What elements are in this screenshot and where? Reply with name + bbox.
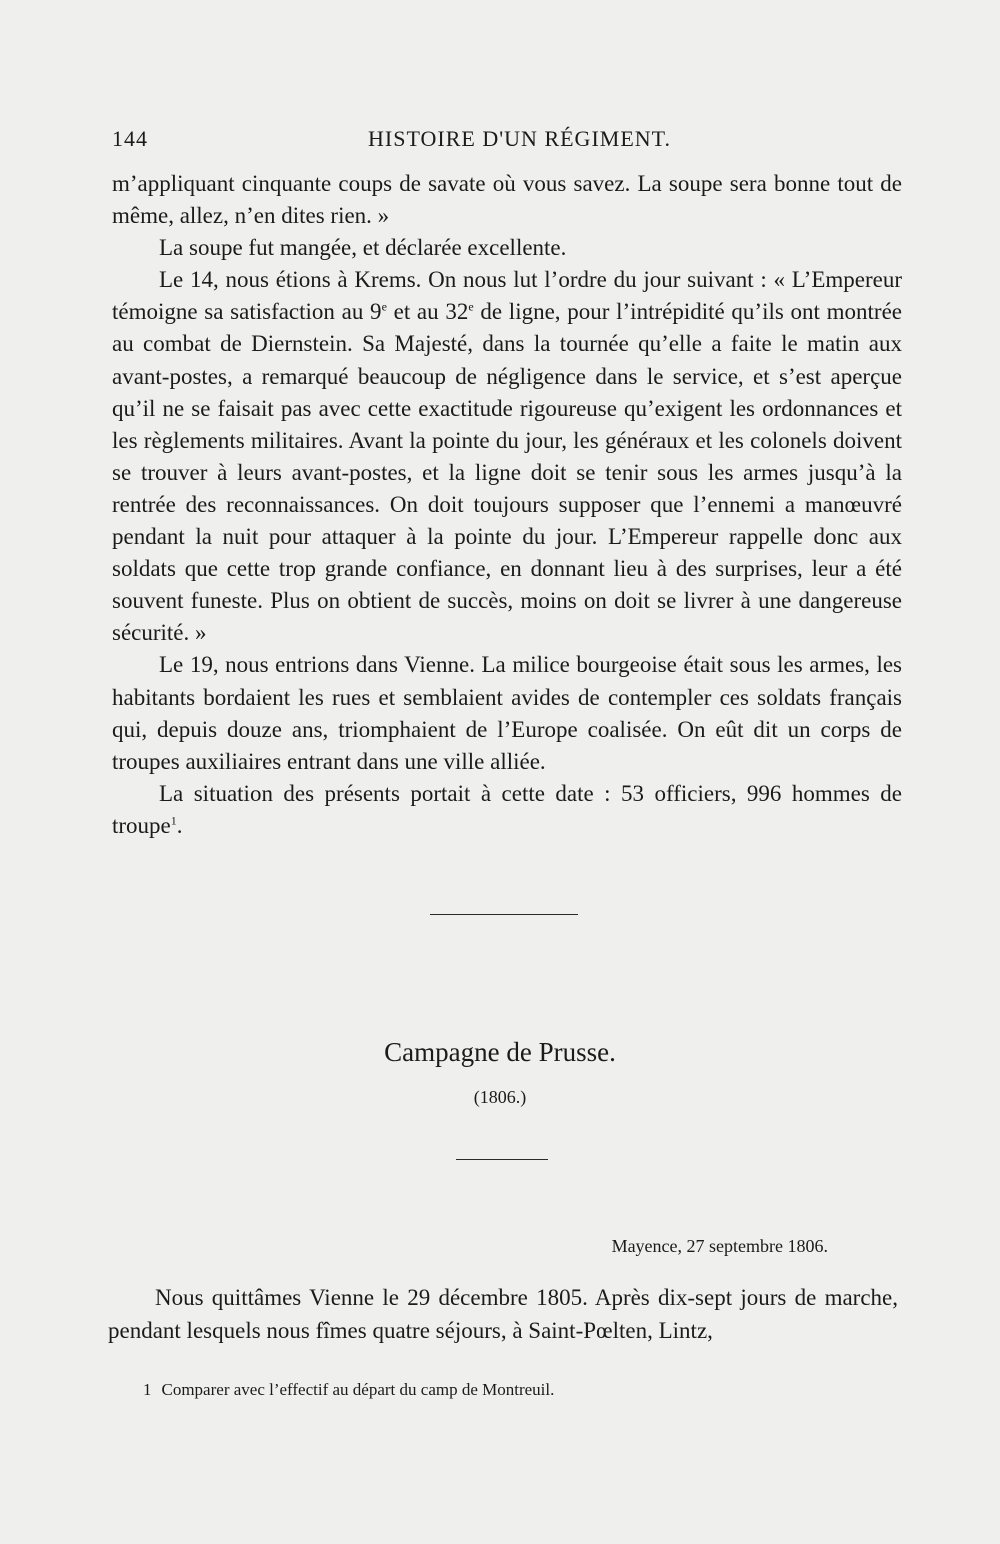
footnote-reference: 1 [170,813,177,828]
paragraph-1: m’appliquant cinquante coups de savate où vous savez. La soupe sera bonne tout de même, allez, n’en dites rien. » [112,171,902,229]
section-body-text [108,1281,898,1347]
ordinal-superscript: e [468,299,474,314]
paragraph-4: Le 19, nous entrions dans Vienne. La milice bourgeoise était sous les armes, les habitants bordaient les rues et semblaient avides de contempler ces soldats français qui, depuis douze ans, triomphaient de l’Europe coalisée. On eût dit un corps de troupes auxiliaires entrant dans une ville alliée. [112,652,902,774]
paragraph-3 [112,264,902,649]
footnote-text: Comparer avec l’effectif au départ du camp de Montreuil. [161,1380,555,1399]
footnote [143,1380,883,1400]
section-year: (1806.) [473,1087,527,1107]
paragraph-3-part-a: Le 14, nous étions à Krems. On nous lut l’ordre du jour suivant : « L’Empereur témoigne sa satisfaction au 9 [112,267,902,325]
page-header [112,126,902,160]
section-paragraph-1: Nous quittâmes Vienne le 29 décembre 1805. Après dix-sept jours de marche, pendant lesquels nous fîmes quatre séjours, à Saint-Pœlten, Lintz, [108,1285,898,1343]
paragraph-5-part-a: La situation des présents portait à cette date : 53 officiers, 996 hommes de troupe [112,780,902,838]
paragraph-5 [112,778,902,842]
title-divider [456,1159,548,1160]
paragraph-3-part-b: et au 32 [386,299,469,325]
paragraph-2: La soupe fut mangée, et déclarée excellente. [159,235,567,261]
dateline: Mayence, 27 septembre 1806. [611,1236,828,1256]
section-divider [430,914,578,915]
paragraph-3-part-c: de ligne, pour l’intrépidité qu’ils ont montrée au combat de Diernstein. Sa Majesté, dans la tournée qu’elle a faite le matin aux avant-postes, a remarqué beaucoup de négligence dans le service, et s’est aperçue qu’il ne se faisait pas avec cette exactitude rigoureuse qu’exigent les ordonnances et les règlements militaires. Avant la pointe du jour, les généraux et les colonels doivent se trouver à leurs avant-postes, et la ligne doit se tenir sous les armes jusqu’à la rentrée des reconnaissances. On doit toujours supposer que l’ennemi a manœuvré pendant la nuit pour attaquer à la pointe du jour. L’Empereur rappelle donc aux soldats que cette trop grande confiance, en donnant lieu à des surprises, leur a été souvent funeste. Plus on obtient de succès, moins on doit se livrer à une dangereuse sécurité. » [112,299,902,646]
page-number: 144 [112,126,148,151]
ordinal-superscript: e [381,299,387,314]
running-title: HISTOIRE D'UN RÉGIMENT. [368,126,671,151]
paragraph-5-part-b: . [176,812,183,838]
body-text [112,168,902,842]
section-title: Campagne de Prusse. [384,1037,616,1067]
footnote-number: 1 [143,1380,152,1399]
